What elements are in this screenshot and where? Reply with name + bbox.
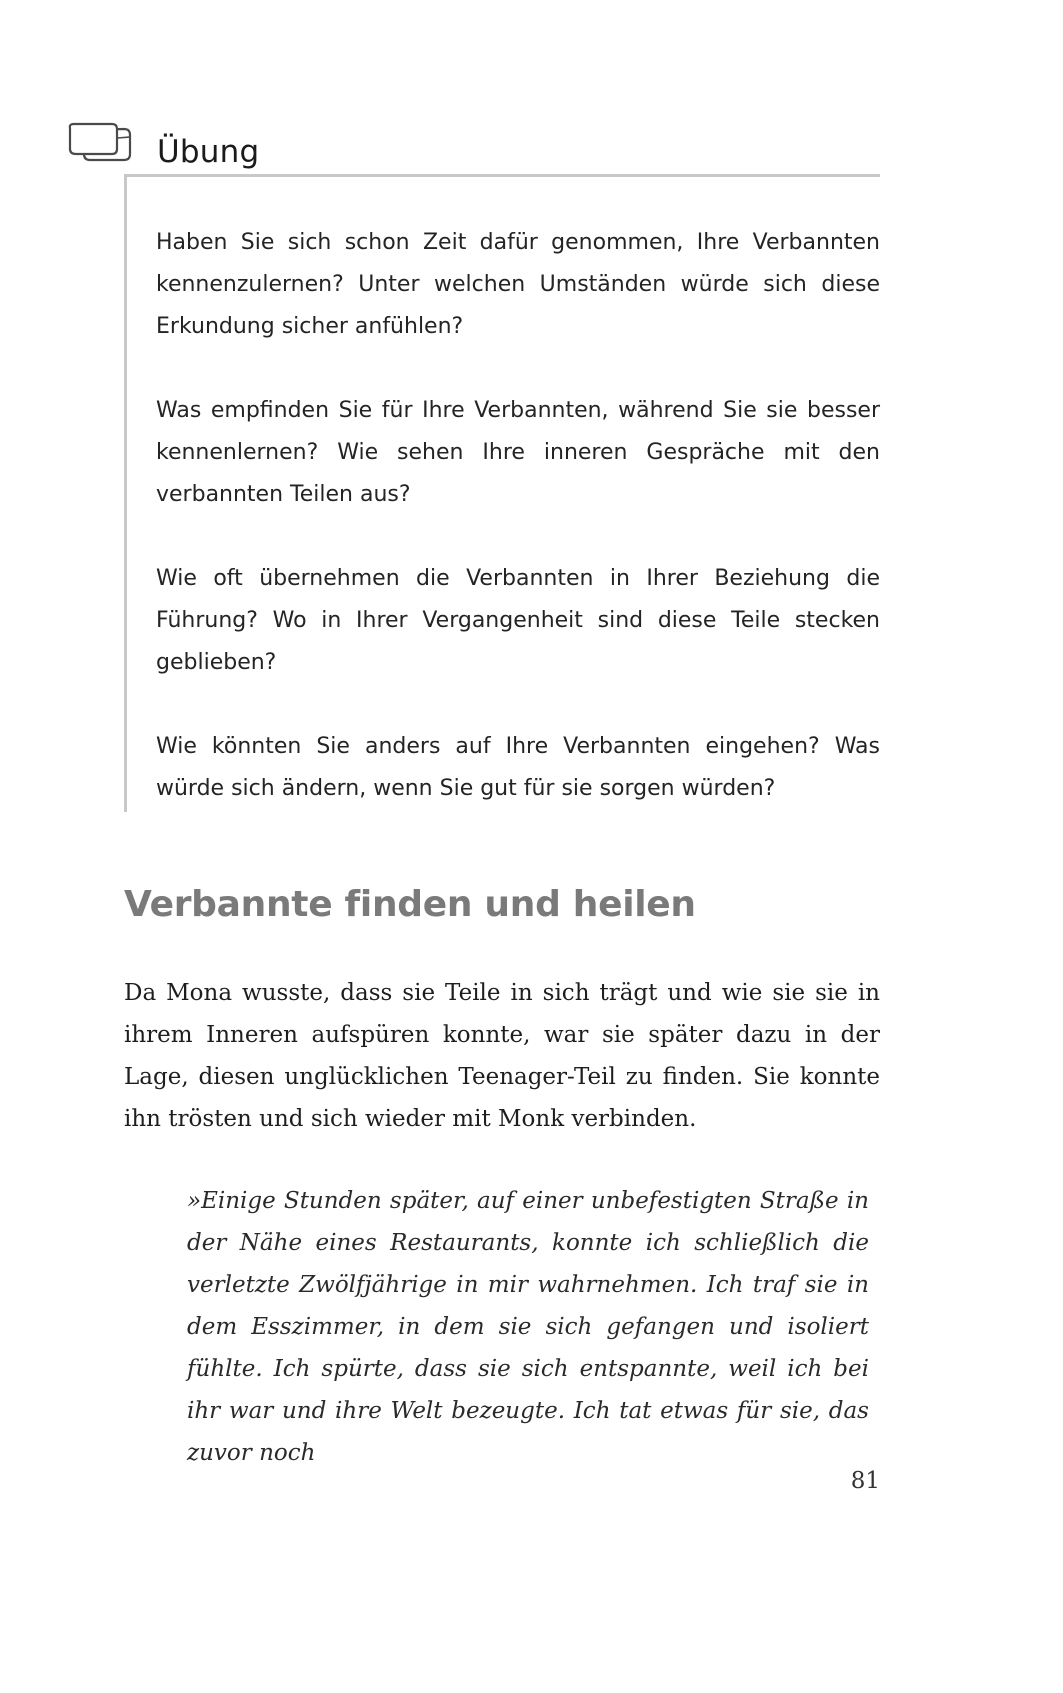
block-quote: »Einige Stunden später, auf einer unbefestigten Straße in der Nähe eines Restaurants, konnte ich schließlich die verletzte Zwölfjährige in mir wahrnehmen. Ich traf sie in dem Esszimmer, in dem sie sich gefangen und isoliert fühlte. Ich spürte, dass sie sich entspannte, weil ich bei ihr war und ihre Welt bezeugte. Ich tat etwas für sie, das zuvor noch (187, 1188, 869, 1466)
exercise-paragraph: Wie oft übernehmen die Verbannten in Ihrer Beziehung die Führung? Wo in Ihrer Vergangenheit sind diese Teile stecken geblieben? (156, 566, 880, 675)
exercise-title: Übung (157, 134, 260, 170)
exercise-paragraph: Was empfinden Sie für Ihre Verbannten, während Sie sie besser kennenlernen? Wie sehen Ihre inneren Gespräche mit den verbannten Teilen aus? (156, 398, 880, 507)
section-heading: Verbannte finden und heilen (124, 884, 696, 925)
page-number: 81 (850, 1468, 880, 1494)
exercise-icon (68, 122, 142, 170)
exercise-paragraph: Wie könnten Sie anders auf Ihre Verbannten eingehen? Was würde sich ändern, wenn Sie gut für sie sorgen würden? (156, 734, 880, 801)
body-paragraph: Da Mona wusste, dass sie Teile in sich trägt und wie sie sie in ihrem Inneren aufspüren konnte, war sie später dazu in der Lage, diesen unglücklichen Teenager-Teil zu finden. Sie konnte ihn trösten und sich wieder mit Monk verbinden. (124, 980, 880, 1132)
exercise-paragraph: Haben Sie sich schon Zeit dafür genommen, Ihre Verbannten kennenzulernen? Unter welchen Umständen würde sich diese Erkundung sicher anfühlen? (156, 230, 880, 339)
exercise-body (156, 222, 880, 852)
